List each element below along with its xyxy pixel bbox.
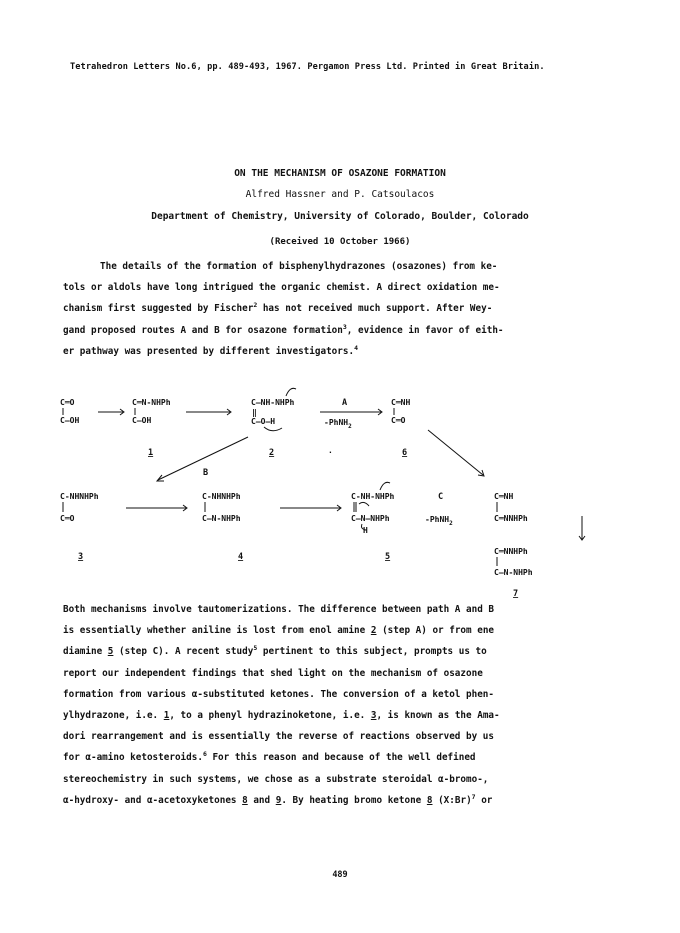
compound-ref: 8 <box>242 794 248 806</box>
svg-text:C═NNHPh: C═NNHPh <box>494 514 528 523</box>
svg-text:C—N—NHPh: C—N—NHPh <box>351 514 390 523</box>
svg-text:H: H <box>363 526 368 535</box>
svg-text:C—OH: C—OH <box>132 416 152 425</box>
svg-text:C—N-NHPh: C—N-NHPh <box>202 514 241 523</box>
svg-text:C—NH-NHPh: C—NH-NHPh <box>251 398 295 407</box>
reference-marker: 6 <box>202 750 207 759</box>
compound-ref: 2 <box>370 625 377 637</box>
svg-text:C—OH: C—OH <box>60 416 80 425</box>
svg-text:C═NH: C═NH <box>391 398 411 407</box>
compound-ref: 1 <box>163 709 170 721</box>
reference-marker: 7 <box>471 792 476 801</box>
dot: · <box>328 448 333 457</box>
reference-marker: 3 <box>342 322 347 331</box>
text-line: stereochemistry in such systems, we chose as a substrate steroidal α-bromo-, <box>63 773 489 785</box>
svg-text:C—N-NHPh: C—N-NHPh <box>494 568 533 577</box>
step-label: C <box>438 492 444 502</box>
ene-diamine-5 <box>351 482 395 562</box>
running-head: Tetrahedron Letters No.6, pp. 489-493, 1967. Pergamon Press Ltd. Printed in Great Britain. <box>70 62 545 72</box>
electron-arrow <box>380 482 390 490</box>
compound-number: 2 <box>269 448 275 458</box>
svg-text:C═NH: C═NH <box>494 492 514 501</box>
loss-label: -PhNH$_2$ <box>425 515 453 527</box>
svg-text:‖: ‖ <box>252 408 257 417</box>
compound-number: 6 <box>402 448 408 458</box>
imino-hydrazone <box>494 492 528 523</box>
text-line: chanism first suggested by Fischer$^2$ has not received much support. After Wey- <box>63 301 493 315</box>
text-line: The details of the formation of bisphenylhydrazones (osazones) from ke- <box>100 261 498 272</box>
svg-text:C═O: C═O <box>60 514 75 523</box>
compound-ref: 8 <box>426 794 433 806</box>
reference-marker: 4 <box>354 343 358 352</box>
compound-number: 4 <box>238 552 244 562</box>
compound-ref: 3 <box>370 709 377 721</box>
enol-amine-2 <box>251 388 296 458</box>
text-line: gand proposed routes A and B for osazone formation$^3$, evidence in favor of eith- <box>63 322 504 336</box>
compound-ref: 5 <box>107 646 114 658</box>
reaction-arrow <box>428 430 483 475</box>
step-label: B <box>203 468 209 478</box>
compound-4 <box>202 492 243 562</box>
svg-text:C═O: C═O <box>391 416 406 425</box>
svg-text:C-NHNHPh: C-NHNHPh <box>60 492 99 501</box>
page-number: 489 <box>332 870 348 880</box>
reference-marker: 2 <box>253 301 258 310</box>
electron-arrow <box>359 502 369 506</box>
text-line: is essentially whether aniline is lost from enol amine 2 (step A) or from ene <box>63 625 495 637</box>
hydrazinoketone-3 <box>60 492 99 562</box>
body-paragraph <box>63 599 623 811</box>
text-line: for α-amino ketosteroids.$^6$ For this reason and because of the well defined <box>63 750 476 764</box>
osazone-7 <box>494 547 533 599</box>
text-line: ylhydrazone, i.e. 1, to a phenyl hydrazinoketone, i.e. 3, is known as the Ama- <box>63 709 500 721</box>
text-line: Both mechanisms involve tautomerizations. The difference between path A and B <box>63 604 494 615</box>
loss-label: -PhNH$_2$ <box>324 418 352 430</box>
compound-ref: 9 <box>275 794 282 806</box>
text-line: dori rearrangement and is essentially the reverse of reactions observed by us <box>63 731 494 743</box>
compound-number: 5 <box>385 552 391 562</box>
svg-text:C-NH-NHPh: C-NH-NHPh <box>351 492 395 501</box>
affiliation: Department of Chemistry, University of Colorado, Boulder, Colorado <box>151 211 529 222</box>
svg-text:C═N-NHPh: C═N-NHPh <box>132 398 171 407</box>
svg-text:C═O: C═O <box>60 398 75 407</box>
reference-marker: 5 <box>253 644 258 653</box>
ketol-structure <box>60 398 79 425</box>
reaction-scheme <box>58 372 628 604</box>
compound-number: 1 <box>148 448 154 458</box>
svg-text:C═NNHPh: C═NNHPh <box>494 547 528 556</box>
compound-number: 7 <box>513 589 519 599</box>
text-line: diamine 5 (step C). A recent study$^5$ pertinent to this subject, prompts us to <box>63 644 487 658</box>
authors: Alfred Hassner and P. Catsoulacos <box>245 189 435 200</box>
electron-arrow <box>286 388 296 396</box>
intro-paragraph <box>63 256 623 362</box>
svg-text:C—O—H: C—O—H <box>251 417 276 426</box>
step-label: A <box>342 398 348 408</box>
received-date: (Received 10 October 1966) <box>269 237 411 247</box>
compound-number: 3 <box>78 552 84 562</box>
article-title: ON THE MECHANISM OF OSAZONE FORMATION <box>234 168 446 179</box>
imino-ketone-6 <box>391 398 410 458</box>
phenylhydrazone-1 <box>132 398 171 458</box>
text-line: α-hydroxy- and α-acetoxyketones 8 and 9. By heating bromo ketone 8 (X:Br)$^7$ or <box>63 792 493 806</box>
text-line: report our independent findings that shed light on the mechanism of osazone <box>63 667 483 679</box>
svg-text:C-NHNHPh: C-NHNHPh <box>202 492 241 501</box>
text-line: er pathway was presented by different investigators.$^4$ <box>63 343 358 357</box>
text-line: tols or aldols have long intrigued the organic chemist. A direct oxidation me- <box>63 282 500 294</box>
text-line: formation from various α-substituted ketones. The conversion of a ketol phen- <box>63 688 494 700</box>
electron-arrow <box>264 427 282 431</box>
